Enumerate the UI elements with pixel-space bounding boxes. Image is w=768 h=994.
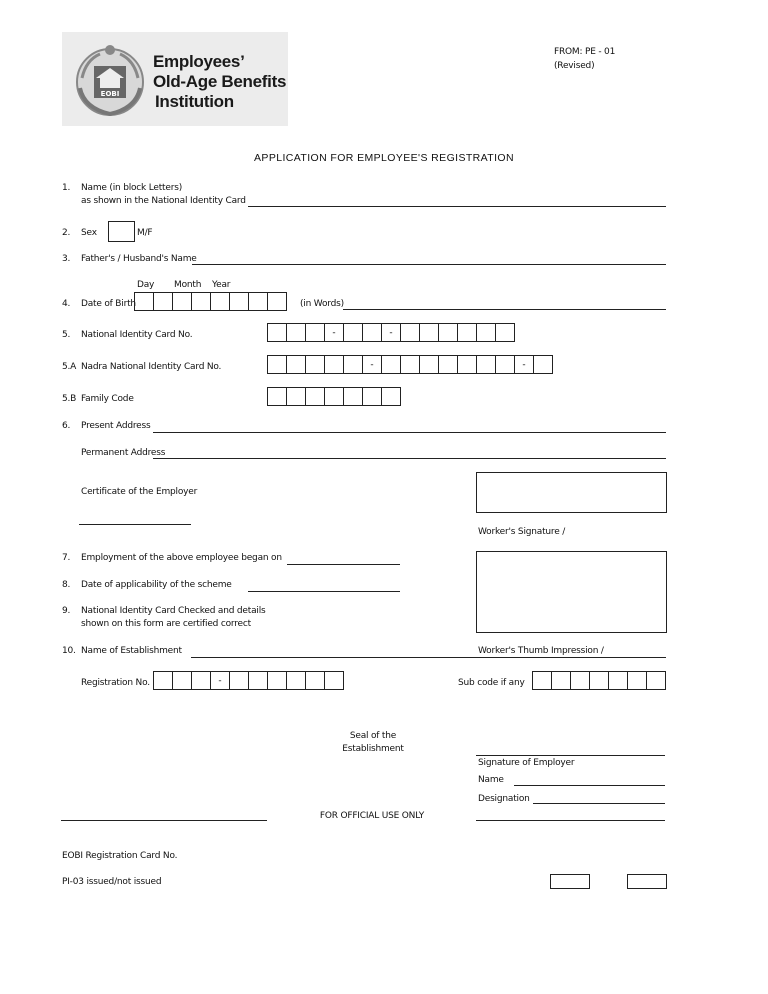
nic-dash: - <box>325 323 344 342</box>
item-number-4: 4. <box>62 299 71 309</box>
year-label: Year <box>212 280 231 290</box>
worker-signature-box[interactable] <box>476 472 667 513</box>
establishment-label: Name of Establishment <box>81 646 182 656</box>
eobi-emblem-icon <box>70 42 150 118</box>
applicability-input-line[interactable] <box>248 591 400 592</box>
dob-cell[interactable] <box>230 292 249 311</box>
father-name-input-line[interactable] <box>192 264 666 265</box>
nadra-cell[interactable] <box>344 355 363 374</box>
svg-text:EOBI: EOBI <box>100 90 120 98</box>
nic-label: National Identity Card No. <box>81 330 193 340</box>
nadra-dash: - <box>515 355 534 374</box>
thumb-impression-box[interactable] <box>476 551 667 633</box>
dob-label: Date of Birth <box>81 299 136 309</box>
permanent-address-input-line[interactable] <box>153 458 666 459</box>
permanent-address-label: Permanent Address <box>81 448 166 458</box>
subcode-cell[interactable] <box>590 671 609 690</box>
employment-began-label: Employment of the above employee began on <box>81 553 282 563</box>
nic-cell[interactable] <box>458 323 477 342</box>
in-words-label: (in Words) <box>300 299 344 309</box>
reg-cell[interactable] <box>325 671 344 690</box>
reg-cell[interactable] <box>230 671 249 690</box>
revised-label: (Revised) <box>554 61 595 71</box>
applicability-label: Date of applicability of the scheme <box>81 580 232 590</box>
dob-cell[interactable] <box>173 292 192 311</box>
subcode-cell[interactable] <box>552 671 571 690</box>
reg-cell[interactable] <box>306 671 325 690</box>
nadra-nic-label: Nadra National Identity Card No. <box>81 362 222 372</box>
form-title: APPLICATION FOR EMPLOYEE'S REGISTRATION <box>254 152 514 164</box>
nadra-cell[interactable] <box>420 355 439 374</box>
family-cell[interactable] <box>325 387 344 406</box>
nic-boxes[interactable] <box>267 323 515 342</box>
nadra-cell[interactable] <box>439 355 458 374</box>
dob-cell[interactable] <box>268 292 287 311</box>
official-right-line <box>476 820 665 821</box>
nic-cell[interactable] <box>496 323 515 342</box>
pi03-issued-box[interactable] <box>550 874 590 889</box>
subcode-cell[interactable] <box>532 671 552 690</box>
certificate-label: Certificate of the Employer <box>81 487 198 497</box>
item-number-6: 6. <box>62 421 71 431</box>
pi03-label: PI-03 issued/not issued <box>62 877 162 887</box>
subcode-cell[interactable] <box>571 671 590 690</box>
item-number-10: 10. <box>62 646 76 656</box>
nadra-nic-boxes[interactable] <box>267 355 553 374</box>
dob-words-input-line[interactable] <box>343 309 666 310</box>
nadra-cell[interactable] <box>477 355 496 374</box>
name-label: Name (in block Letters) <box>81 183 183 193</box>
employer-name-input-line[interactable] <box>514 785 665 786</box>
nic-checked-label: National Identity Card Checked and details <box>81 606 266 616</box>
designation-input-line[interactable] <box>533 803 665 804</box>
nadra-cell[interactable] <box>382 355 401 374</box>
nic-checked-label-sub: shown on this form are certified correct <box>81 619 251 629</box>
certificate-sign-line[interactable] <box>79 524 191 525</box>
form-number: FROM: PE - 01 <box>554 47 616 57</box>
designation-label: Designation <box>478 794 530 804</box>
reg-cell[interactable] <box>173 671 192 690</box>
dob-cell[interactable] <box>192 292 211 311</box>
establishment-input-line[interactable] <box>191 657 666 658</box>
item-number-3: 3. <box>62 254 71 264</box>
sex-hint: M/F <box>137 228 153 238</box>
family-cell[interactable] <box>363 387 382 406</box>
employer-signature-line[interactable] <box>476 755 665 756</box>
logo-line-3: Institution <box>155 92 234 111</box>
nic-cell[interactable] <box>477 323 496 342</box>
reg-cell[interactable] <box>153 671 173 690</box>
nadra-cell[interactable] <box>325 355 344 374</box>
thumb-impression-label: Worker's Thumb Impression / <box>478 646 604 656</box>
official-use-label: FOR OFFICIAL USE ONLY <box>319 811 425 821</box>
employer-signature-label: Signature of Employer <box>478 758 575 768</box>
nadra-cell[interactable] <box>267 355 287 374</box>
month-label: Month <box>174 280 202 290</box>
dob-cell[interactable] <box>211 292 230 311</box>
name-label-sub: as shown in the National Identity Card <box>81 196 246 206</box>
day-label: Day <box>137 280 155 290</box>
family-cell[interactable] <box>344 387 363 406</box>
employer-name-label: Name <box>478 775 504 785</box>
pi03-not-issued-box[interactable] <box>627 874 667 889</box>
family-cell[interactable] <box>382 387 401 406</box>
subcode-boxes[interactable] <box>532 671 666 690</box>
item-number-1: 1. <box>62 183 71 193</box>
nic-dash: - <box>382 323 401 342</box>
father-name-label: Father's / Husband's Name <box>81 254 197 264</box>
eobi-card-label: EOBI Registration Card No. <box>62 851 178 861</box>
seal-label-sub: Establishment <box>342 744 404 754</box>
nadra-dash: - <box>363 355 382 374</box>
sex-input-box[interactable] <box>108 221 135 242</box>
item-number-5b: 5.B <box>62 394 77 404</box>
present-address-label: Present Address <box>81 421 151 431</box>
subcode-label: Sub code if any <box>458 678 525 688</box>
family-code-label: Family Code <box>81 394 134 404</box>
reg-cell[interactable] <box>192 671 211 690</box>
dob-cell[interactable] <box>134 292 154 311</box>
nadra-cell[interactable] <box>496 355 515 374</box>
nic-cell[interactable] <box>401 323 420 342</box>
nadra-cell[interactable] <box>306 355 325 374</box>
name-input-line[interactable] <box>248 206 666 207</box>
subcode-cell[interactable] <box>609 671 628 690</box>
nic-cell[interactable] <box>287 323 306 342</box>
registration-no-label: Registration No. <box>81 678 150 688</box>
employment-began-input-line[interactable] <box>287 564 400 565</box>
item-number-8: 8. <box>62 580 71 590</box>
present-address-input-line[interactable] <box>153 432 666 433</box>
nadra-cell[interactable] <box>401 355 420 374</box>
nic-cell[interactable] <box>267 323 287 342</box>
subcode-cell[interactable] <box>647 671 666 690</box>
reg-cell[interactable] <box>287 671 306 690</box>
nic-cell[interactable] <box>420 323 439 342</box>
seal-label: Seal of the <box>349 731 397 741</box>
item-number-9: 9. <box>62 606 71 616</box>
subcode-cell[interactable] <box>628 671 647 690</box>
family-cell[interactable] <box>287 387 306 406</box>
family-cell[interactable] <box>267 387 287 406</box>
reg-cell[interactable] <box>268 671 287 690</box>
nic-cell[interactable] <box>344 323 363 342</box>
nadra-cell[interactable] <box>287 355 306 374</box>
dob-cell[interactable] <box>249 292 268 311</box>
family-code-boxes[interactable] <box>267 387 401 406</box>
nic-cell[interactable] <box>306 323 325 342</box>
item-number-5: 5. <box>62 330 71 340</box>
dob-cell[interactable] <box>154 292 173 311</box>
item-number-7: 7. <box>62 553 71 563</box>
logo-line-1: Employees’ <box>153 52 245 71</box>
item-number-5a: 5.A <box>62 362 77 372</box>
worker-signature-label: Worker's Signature / <box>478 527 566 537</box>
sex-label: Sex <box>81 228 97 238</box>
reg-cell[interactable] <box>249 671 268 690</box>
nic-cell[interactable] <box>439 323 458 342</box>
registration-no-boxes[interactable] <box>153 671 344 690</box>
logo-line-2: Old-Age Benefits <box>153 72 287 91</box>
nadra-cell[interactable] <box>534 355 553 374</box>
family-cell[interactable] <box>306 387 325 406</box>
dob-boxes[interactable] <box>134 292 287 311</box>
item-number-2: 2. <box>62 228 71 238</box>
reg-dash: - <box>211 671 230 690</box>
nadra-cell[interactable] <box>458 355 477 374</box>
nic-cell[interactable] <box>363 323 382 342</box>
